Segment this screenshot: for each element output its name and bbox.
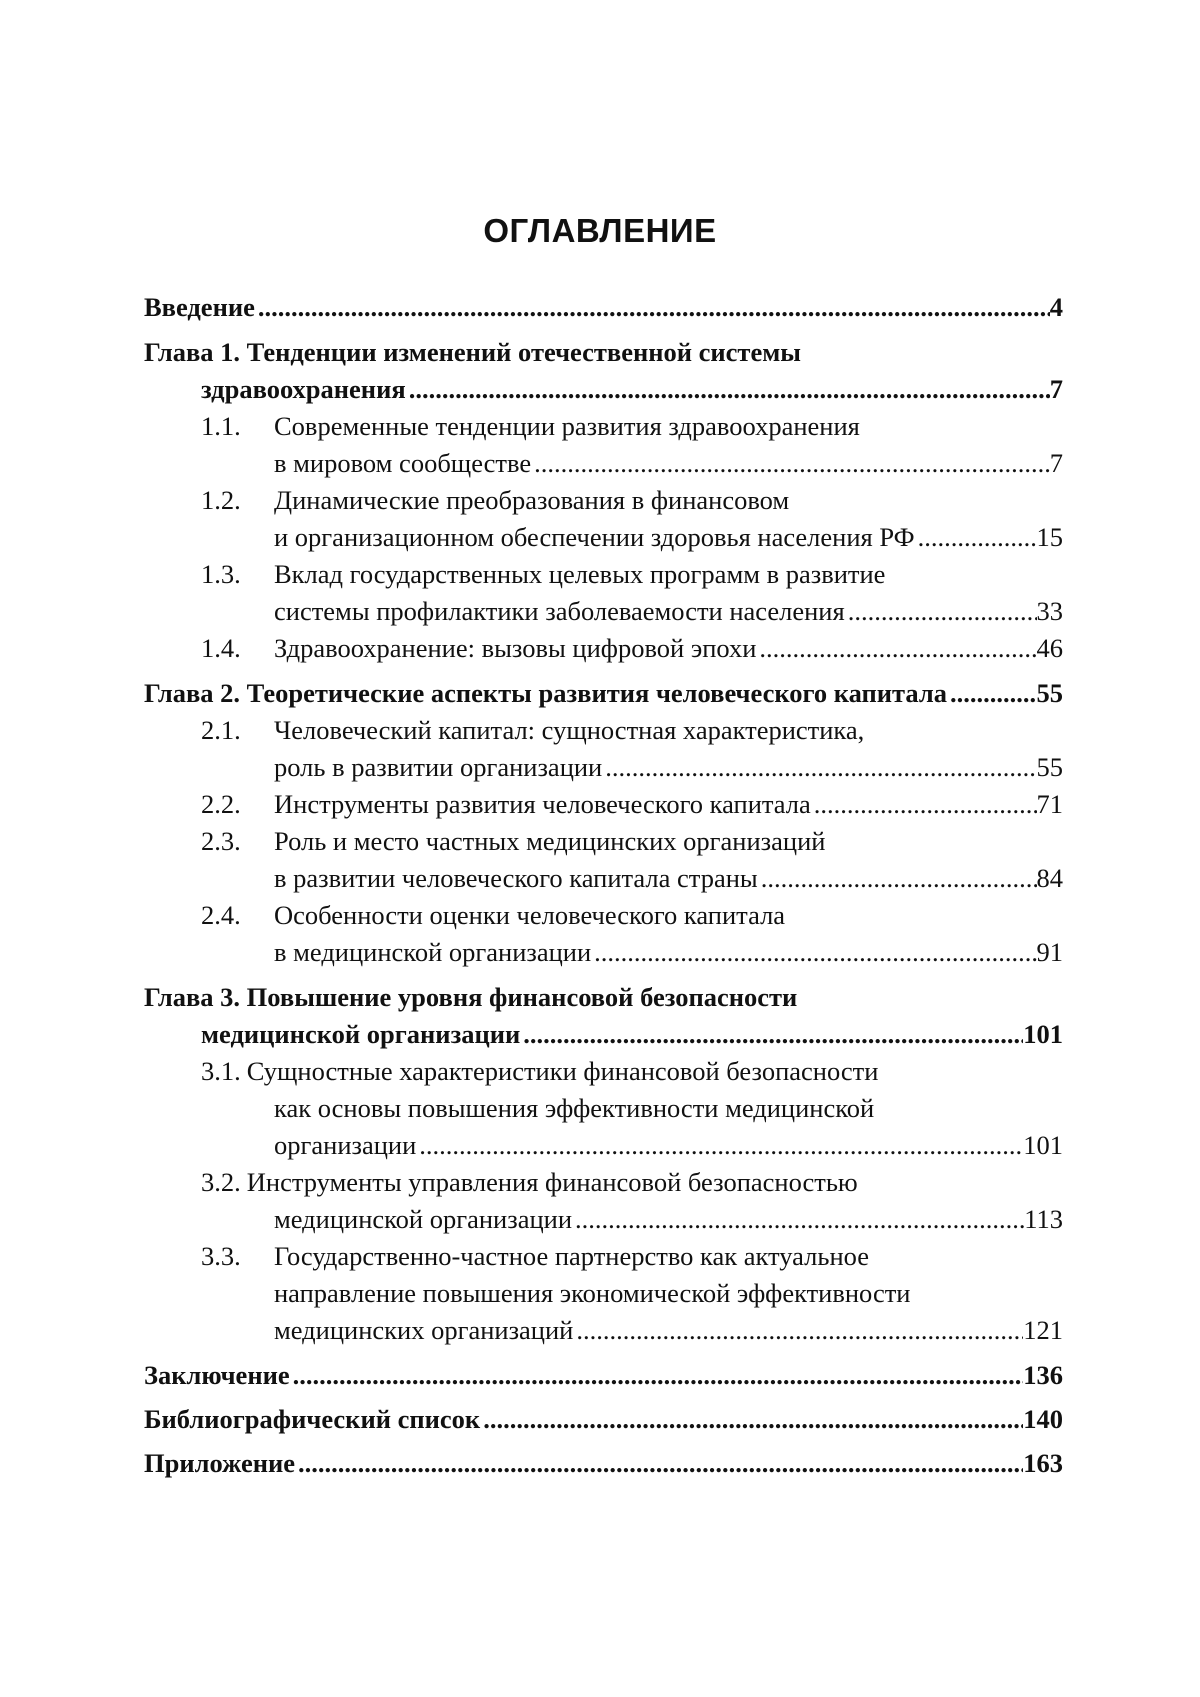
toc-page-number: 55 bbox=[1036, 678, 1063, 708]
toc-entry-title: Здравоохранение: вызовы цифровой эпохи bbox=[274, 633, 757, 663]
toc-page-number: 84 bbox=[1036, 863, 1063, 893]
toc-entry-bibliography[interactable] bbox=[144, 1404, 1063, 1448]
toc-entry-title-cont: здравоохранения bbox=[201, 374, 406, 404]
toc-entry-title-cont: направление повышения экономической эффективности bbox=[274, 1278, 911, 1308]
toc-chapter-2-heading[interactable] bbox=[144, 678, 1063, 715]
toc-section-number: 3.2. bbox=[201, 1167, 241, 1197]
toc-section-1-1-cont[interactable] bbox=[144, 448, 1063, 485]
toc-section-2-4-cont[interactable] bbox=[144, 937, 1063, 974]
toc-chapter-3-heading[interactable] bbox=[144, 982, 1063, 1019]
toc-page-number: 140 bbox=[1023, 1404, 1063, 1434]
toc-page-number: 101 bbox=[1023, 1130, 1063, 1160]
toc-section-1-1[interactable] bbox=[144, 411, 1063, 448]
toc-section-number: 1.2. bbox=[201, 485, 241, 515]
toc-section-1-2[interactable] bbox=[144, 485, 1063, 522]
toc-section-3-2[interactable] bbox=[144, 1167, 1063, 1204]
dot-leader bbox=[406, 374, 1050, 405]
toc-entry-title: Сущностные характеристики финансовой безопасности bbox=[246, 1056, 879, 1086]
toc-section-2-1-cont[interactable] bbox=[144, 752, 1063, 789]
toc-section-2-3[interactable] bbox=[144, 826, 1063, 863]
dot-leader bbox=[947, 678, 1037, 709]
toc-section-1-4[interactable] bbox=[144, 633, 1063, 670]
dot-leader bbox=[520, 1019, 1023, 1050]
toc-entry-title-cont: в мировом сообществе bbox=[274, 448, 532, 478]
toc-page-number: 113 bbox=[1024, 1204, 1063, 1234]
toc-chapter-1-heading[interactable] bbox=[144, 337, 1063, 374]
toc-section-3-1-cont[interactable] bbox=[144, 1093, 1063, 1130]
toc-section-2-2[interactable] bbox=[144, 789, 1063, 826]
toc-section-3-3[interactable] bbox=[144, 1241, 1063, 1278]
dot-leader bbox=[572, 1204, 1024, 1235]
toc-entry-title: Человеческий капитал: сущностная характеристика, bbox=[274, 715, 865, 745]
toc-entry-title-cont: как основы повышения эффективности медицинской bbox=[274, 1093, 875, 1123]
toc-entry-title-cont: роль в развитии организации bbox=[274, 752, 603, 782]
toc-entry-conclusion[interactable] bbox=[144, 1360, 1063, 1404]
toc-entry-title: Инструменты развития человеческого капитала bbox=[274, 789, 811, 819]
toc-entry-title: Динамические преобразования в финансовом bbox=[274, 485, 790, 515]
table-of-contents bbox=[144, 292, 1063, 1492]
page-title: ОГЛАВЛЕНИЕ bbox=[483, 212, 717, 249]
toc-entry-title: Особенности оценки человеческого капитала bbox=[274, 900, 786, 930]
toc-entry-appendix[interactable] bbox=[144, 1448, 1063, 1492]
toc-page-number: 71 bbox=[1036, 789, 1063, 819]
toc-page-number: 46 bbox=[1036, 633, 1063, 663]
toc-section-2-4[interactable] bbox=[144, 900, 1063, 937]
toc-entry-title: Современные тенденции развития здравоохранения bbox=[274, 411, 860, 441]
toc-entry-title: Библиографический список bbox=[144, 1404, 481, 1434]
dot-leader bbox=[602, 752, 1036, 783]
dot-leader bbox=[480, 1404, 1023, 1435]
dot-leader bbox=[758, 863, 1037, 894]
toc-section-number: 1.1. bbox=[201, 411, 241, 441]
toc-entry-title: Роль и место частных медицинских организаций bbox=[274, 826, 826, 856]
toc-section-number: 1.3. bbox=[201, 559, 241, 589]
toc-entry-title: Государственно-частное партнерство как актуальное bbox=[274, 1241, 870, 1271]
dot-leader bbox=[531, 448, 1050, 479]
toc-entry-title: Инструменты управления финансовой безопасностью bbox=[246, 1167, 858, 1197]
toc-section-number: 2.2. bbox=[201, 789, 241, 819]
toc-entry-title-cont: в развитии человеческого капитала страны bbox=[274, 863, 758, 893]
dot-leader bbox=[845, 596, 1037, 627]
toc-entry-intro[interactable] bbox=[144, 292, 1063, 329]
toc-entry-title-cont: и организационном обеспечении здоровья населения РФ bbox=[274, 522, 915, 552]
toc-page-number: 101 bbox=[1023, 1019, 1063, 1049]
toc-section-number: 3.1. bbox=[201, 1056, 241, 1086]
toc-entry-title: Приложение bbox=[144, 1448, 296, 1478]
toc-chapter-3-cont[interactable] bbox=[144, 1019, 1063, 1056]
toc-entry-title: Глава 3. Повышение уровня финансовой безопасности bbox=[144, 982, 798, 1012]
toc-entry-title-cont: медицинских организаций bbox=[274, 1315, 574, 1345]
toc-section-number: 3.3. bbox=[201, 1241, 241, 1271]
toc-section-3-1[interactable] bbox=[144, 1056, 1063, 1093]
toc-section-3-3-cont[interactable] bbox=[144, 1278, 1063, 1315]
dot-leader bbox=[255, 292, 1050, 323]
toc-section-1-3[interactable] bbox=[144, 559, 1063, 596]
toc-entry-title: Глава 1. Тенденции изменений отечественной системы bbox=[144, 337, 801, 367]
toc-page-number: 136 bbox=[1023, 1360, 1063, 1390]
toc-section-number: 1.4. bbox=[201, 633, 241, 663]
dot-leader bbox=[290, 1360, 1024, 1391]
toc-section-1-2-cont[interactable] bbox=[144, 522, 1063, 559]
dot-leader bbox=[915, 522, 1037, 553]
toc-entry-title-cont: организации bbox=[274, 1130, 417, 1160]
dot-leader bbox=[416, 1130, 1023, 1161]
toc-section-3-2-cont[interactable] bbox=[144, 1204, 1063, 1241]
toc-page-number: 91 bbox=[1036, 937, 1063, 967]
toc-entry-title: Глава 2. Теоретические аспекты развития человеческого капитала bbox=[144, 678, 947, 708]
toc-page-number: 7 bbox=[1049, 448, 1063, 478]
toc-page-number: 15 bbox=[1036, 522, 1063, 552]
toc-chapter-1-cont[interactable] bbox=[144, 374, 1063, 411]
toc-entry-title: Вклад государственных целевых программ в развитие bbox=[274, 559, 886, 589]
toc-entry-title-cont: системы профилактики заболеваемости населения bbox=[274, 596, 845, 626]
toc-entry-title: Заключение bbox=[144, 1360, 290, 1390]
toc-page-number: 121 bbox=[1023, 1315, 1063, 1345]
toc-entry-title-cont: медицинской организации bbox=[274, 1204, 573, 1234]
dot-leader bbox=[811, 789, 1037, 820]
toc-entry-title: Введение bbox=[144, 292, 255, 322]
toc-section-number: 2.3. bbox=[201, 826, 241, 856]
dot-leader bbox=[756, 633, 1036, 664]
toc-page-number: 7 bbox=[1049, 374, 1063, 404]
toc-page-number: 33 bbox=[1036, 596, 1063, 626]
toc-section-3-1-cont2[interactable] bbox=[144, 1130, 1063, 1167]
toc-page-number: 4 bbox=[1049, 292, 1063, 322]
toc-section-2-1[interactable] bbox=[144, 715, 1063, 752]
toc-page-number: 55 bbox=[1036, 752, 1063, 782]
toc-page-number: 163 bbox=[1023, 1448, 1063, 1478]
dot-leader bbox=[295, 1448, 1023, 1479]
toc-section-number: 2.4. bbox=[201, 900, 241, 930]
toc-entry-title-cont: в медицинской организации bbox=[274, 937, 592, 967]
toc-section-1-3-cont[interactable] bbox=[144, 596, 1063, 633]
toc-section-3-3-cont2[interactable] bbox=[144, 1315, 1063, 1352]
dot-leader bbox=[573, 1315, 1023, 1346]
toc-section-number: 2.1. bbox=[201, 715, 241, 745]
dot-leader bbox=[591, 937, 1036, 968]
toc-section-2-3-cont[interactable] bbox=[144, 863, 1063, 900]
toc-entry-title-cont: медицинской организации bbox=[201, 1019, 521, 1049]
